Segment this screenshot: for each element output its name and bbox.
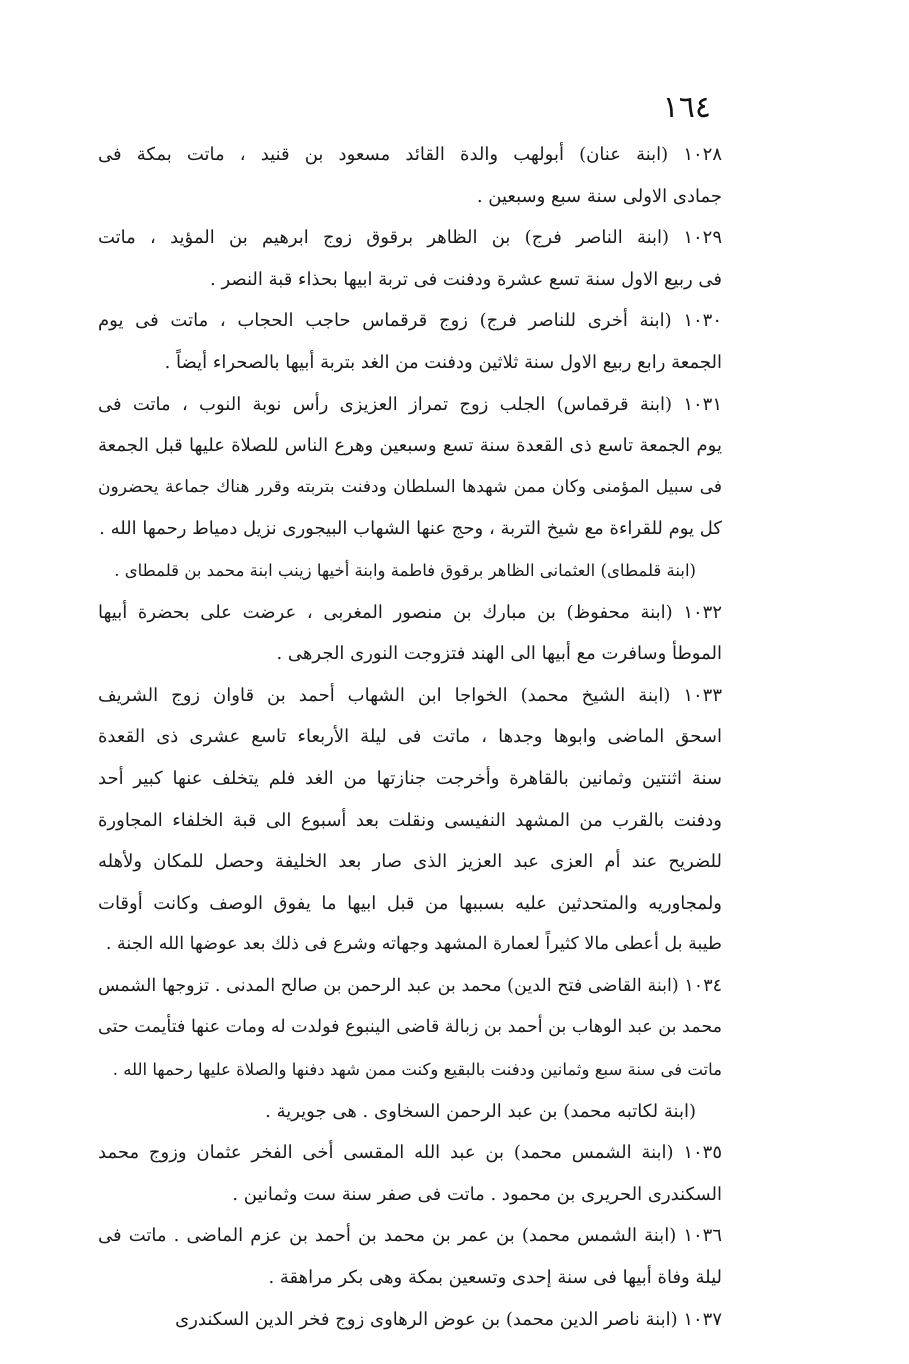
page-number: ١٦٤ [662,90,711,125]
entry-line: ١٠٣٧ (ابنة ناصر الدين محمد) بن عوض الرهاوى زوج فخر الدين السكندرى [175,1308,722,1330]
entry-line: (ابنة قلمطاى) العثمانى الظاهر برقوق فاطمة وابنة أخيها زينب ابنة محمد بن قلمطاى . [114,560,696,580]
entry-line: السكندرى الحريرى بن محمود . ماتت فى صفر سنة ست وثمانين . [232,1183,722,1205]
entry-line: محمد بن عبد الوهاب بن أحمد بن زبالة قاضى الينبوع فولدت له ومات عنها فتأيمت حتى [98,1017,722,1038]
entry-line: اسحق الماضى وابوها وجدها ، ماتت فى ليلة الأربعاء تاسع عشرى ذى القعدة [98,726,722,748]
entry-line: ١٠٣٥ (ابنة الشمس محمد) بن عبد الله المقسى أخى الفخر عثمان وزوج محمد [98,1142,722,1164]
entry-line: الموطأ وسافرت مع أبيها الى الهند فتزوجت النورى الجرهى . [276,643,722,665]
entry-line: ١٠٣٣ (ابنة الشيخ محمد) الخواجا ابن الشهاب أحمد بن قاوان زوج الشريف [98,684,722,706]
entry-line: يوم الجمعة تاسع ذى القعدة سنة تسع وسبعين وهرع الناس للصلاة عليها قبل الجمعة [98,435,722,457]
entry-line: سنة اثنتين وثمانين بالقاهرة وأخرجت جنازتها من الغد فلم يتخلف عنها كبير أحد [98,767,722,789]
biography-entry [98,1299,722,1341]
entry-line: ١٠٣٠ (ابنة أخرى للناصر فرج) زوج قرقماس حاجب الحجاب ، ماتت فى يوم [98,310,722,332]
entry-line: ولمجاوريه والمتحدثين عليه بسببها من قبل ابيها ما يفوق الوصف وكانت أوقات [98,892,722,914]
entry-line: طيبة بل أعطى مالا كثيراً لعمارة المشهد وجهاته وشرع فى ذلك بعد عوضها الله الجنة . [105,934,722,955]
entry-line: جمادى الاولى سنة سبع وسبعين . [476,185,722,207]
entry-line: فى ربيع الاول سنة تسع عشرة ودفنت فى تربة ابيها بحذاء قبة النصر . [210,268,722,290]
biography-entry [98,217,722,300]
entry-line: ١٠٣٤ (ابنة القاضى فتح الدين) محمد بن عبد الرحمن بن صالح المدنى . تزوجها الشمس [98,975,722,996]
biography-entry [98,300,722,383]
entry-line: ليلة وفاة أبيها فى سنة إحدى وتسعين بمكة وهى بكر مراهقة . [268,1267,722,1289]
entry-line: ١٠٣١ (ابنة قرقماس) الجلب زوج تمراز العزيزى رأس نوبة النوب ، ماتت فى [98,393,722,415]
biography-entry [98,592,722,675]
entry-line: ١٠٢٩ (ابنة الناصر فرج) بن الظاهر برقوق زوج ابرهيم بن المؤيد ، ماتت [98,227,722,249]
biography-entry [98,1132,722,1215]
entry-line: ماتت فى سنة سبع وثمانين ودفنت بالبقيع وكنت ممن شهد دفنها والصلاة عليها رحمها الله . [112,1060,722,1080]
biography-entry [98,1215,722,1298]
entry-line: كل يوم للقراءة مع شيخ التربة ، وحج عنها الشهاب البيجورى نزيل دمياط رحمها الله . [99,518,722,540]
entry-line: الجمعة رابع ربيع الاول سنة ثلاثين ودفنت من الغد بتربة أبيها بالصحراء أيضاً . [164,351,722,373]
entry-line: ودفنت بالقرب من المشهد النفيسى ونقلت بعد أسبوع الى قبة الخلفاء المجاورة [98,809,722,831]
biography-entry [98,134,722,217]
entry-line: للضريح عند أم العزى عبد العزيز الذى صار بعد الخليفة وحصل للمكان ولأهله [98,851,722,873]
entry-line: فى سبيل المؤمنى وكان ممن شهدها السلطان ودفنت بتربته وقرر هناك جماعة يحضرون [98,476,722,497]
sub-entry [98,550,722,592]
sub-entry [98,1091,722,1133]
entries-text [98,134,722,1340]
entry-line: ١٠٢٨ (ابنة عنان) أبولهب والدة القائد مسعود بن قنيد ، ماتت بمكة فى [98,144,722,165]
biography-entry [98,966,722,1091]
entry-line: ١٠٣٢ (ابنة محفوظ) بن مبارك بن منصور المغربى ، عرضت على بحضرة أبيها [98,601,722,623]
entry-line: (ابنة لكاتبه محمد) بن عبد الرحمن السخاوى . هى جويرية . [265,1100,696,1122]
entry-line: ١٠٣٦ (ابنة الشمس محمد) بن عمر بن محمد بن أحمد بن عزم الماضى . ماتت فى [98,1225,722,1247]
biography-entry [98,384,722,550]
biography-entry [98,675,722,966]
